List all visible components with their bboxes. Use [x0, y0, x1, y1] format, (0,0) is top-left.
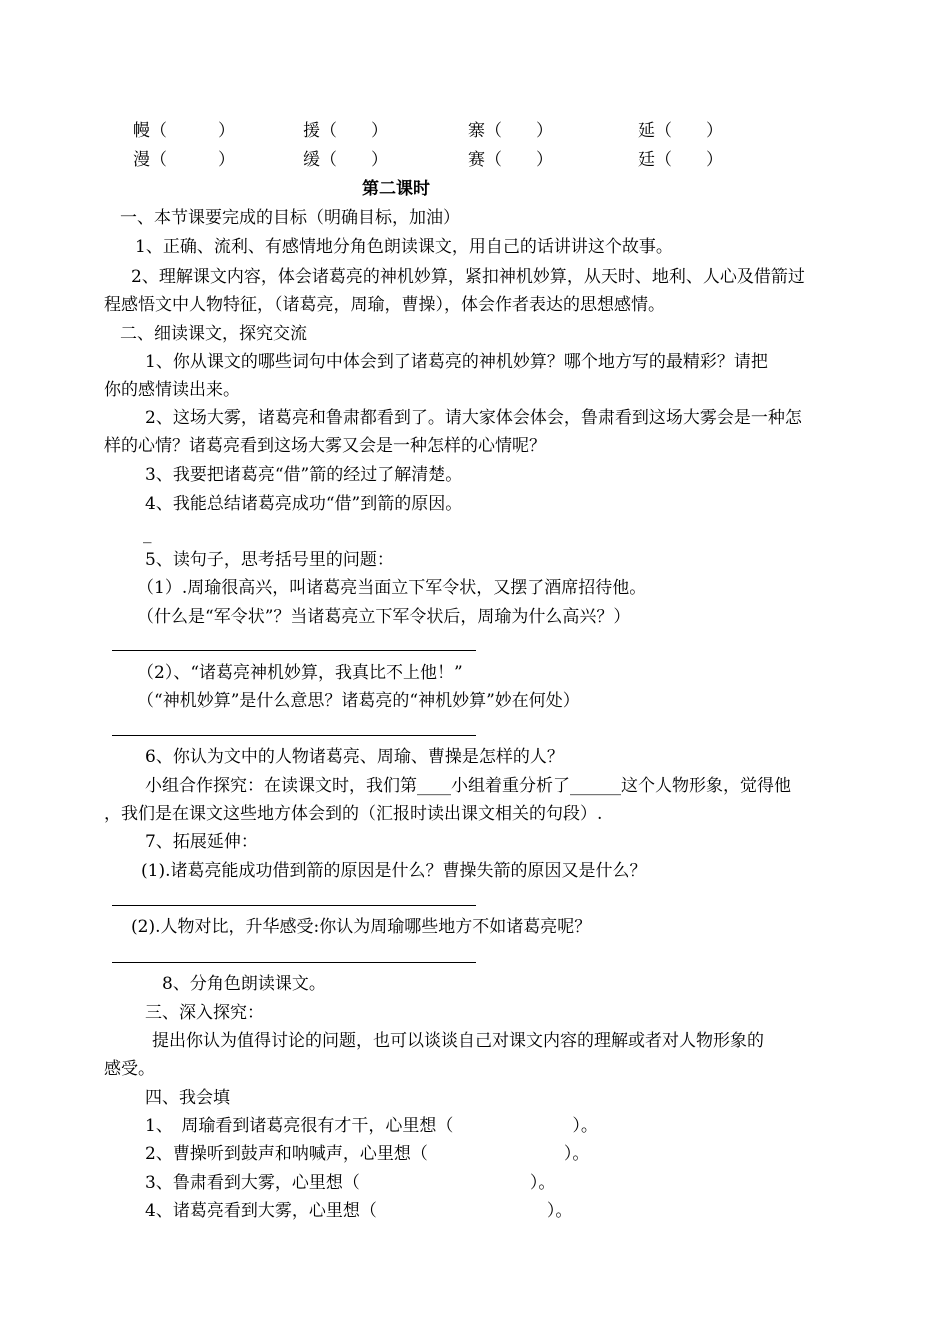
extension-1: (1).诸葛亮能成功借到箭的原因是什么？曹操失箭的原因又是什么？	[141, 861, 647, 881]
fill-item-4: 4、诸葛亮看到大雾，心里想（ ）。	[145, 1201, 573, 1221]
goal-1: 1、正确、流利、有感情地分角色朗读课文，用自己的话讲讲这个故事。	[135, 237, 673, 257]
extension-2: (2).人物对比，升华感受:你认为周瑜哪些地方不如诸葛亮呢？	[131, 917, 592, 937]
fill-item-3: 3、鲁肃看到大雾，心里想（ ）。	[145, 1173, 556, 1193]
char-item: 幔（ ）	[133, 121, 235, 141]
dash-mark: _	[143, 524, 152, 544]
char-item: 寨（ ）	[468, 121, 553, 141]
question-5: 5、读句子，思考括号里的问题：	[145, 550, 394, 570]
answer-line	[112, 650, 476, 651]
goals-heading: 一、本节课要完成的目标（明确目标，加油）	[120, 208, 460, 228]
question-1a: 1、你从课文的哪些词句中体会到了诸葛亮的神机妙算？哪个地方写的最精彩？请把	[145, 352, 768, 372]
answer-line	[112, 735, 476, 736]
answer-line	[112, 905, 476, 906]
sentence-2-question: （“神机妙算”是什么意思？诸葛亮的“神机妙算”妙在何处）	[137, 691, 580, 711]
char-item: 援（ ）	[303, 121, 388, 141]
section-title: 第二课时	[362, 179, 430, 199]
char-item: 漫（ ）	[133, 150, 235, 170]
explore-heading: 三、深入探究：	[145, 1003, 264, 1023]
question-1b: 你的感情读出来。	[104, 380, 240, 400]
explore-text-b: 感受。	[104, 1059, 155, 1079]
sentence-1: （1）.周瑜很高兴，叫诸葛亮当面立下军令状，又摆了酒席招待他。	[137, 578, 647, 598]
question-8: 8、分角色朗读课文。	[162, 974, 326, 994]
group-inquiry-b: ，我们是在课文这些地方体会到的（汇报时读出课文相关的句段）.	[104, 804, 603, 824]
question-3: 3、我要把诸葛亮“借”箭的经过了解清楚。	[145, 465, 463, 485]
goal-2b: 程感悟文中人物特征，（诸葛亮，周瑜，曹操），体会作者表达的思想感情。	[104, 295, 665, 315]
question-4: 4、我能总结诸葛亮成功“借”到箭的原因。	[145, 494, 463, 514]
fill-item-1: 1、 周瑜看到诸葛亮很有才干，心里想（ ）。	[145, 1116, 598, 1136]
goal-2a: 2、理解课文内容，体会诸葛亮的神机妙算，紧扣神机妙算，从天时、地利、人心及借箭过	[131, 267, 805, 287]
reading-heading: 二、细读课文，探究交流	[120, 324, 307, 344]
question-2b: 样的心情？诸葛亮看到这场大雾又会是一种怎样的心情呢？	[104, 436, 546, 456]
sentence-1-question: （什么是“军令状”？当诸葛亮立下军令状后，周瑜为什么高兴？）	[137, 607, 631, 627]
fill-heading: 四、我会填	[145, 1088, 230, 1108]
char-item: 赛（ ）	[468, 150, 553, 170]
question-2a: 2、这场大雾，诸葛亮和鲁肃都看到了。请大家体会体会，鲁肃看到这场大雾会是一种怎	[145, 408, 802, 428]
fill-item-2: 2、曹操听到鼓声和呐喊声，心里想（ ）。	[145, 1144, 590, 1164]
answer-line	[112, 962, 476, 963]
sentence-2: （2）、“诸葛亮神机妙算，我真比不上他！”	[137, 663, 463, 683]
group-inquiry-a: 小组合作探究：在读课文时，我们第____小组着重分析了______这个人物形象，觉得他	[145, 776, 791, 796]
question-6: 6、你认为文中的人物诸葛亮、周瑜、曹操是怎样的人？	[145, 747, 564, 767]
char-item: 缓（ ）	[303, 150, 388, 170]
char-item: 延（ ）	[638, 121, 723, 141]
explore-text-a: 提出你认为值得讨论的问题，也可以谈谈自己对课文内容的理解或者对人物形象的	[152, 1031, 764, 1051]
char-item: 廷（ ）	[638, 150, 723, 170]
question-7: 7、拓展延伸：	[145, 832, 258, 852]
